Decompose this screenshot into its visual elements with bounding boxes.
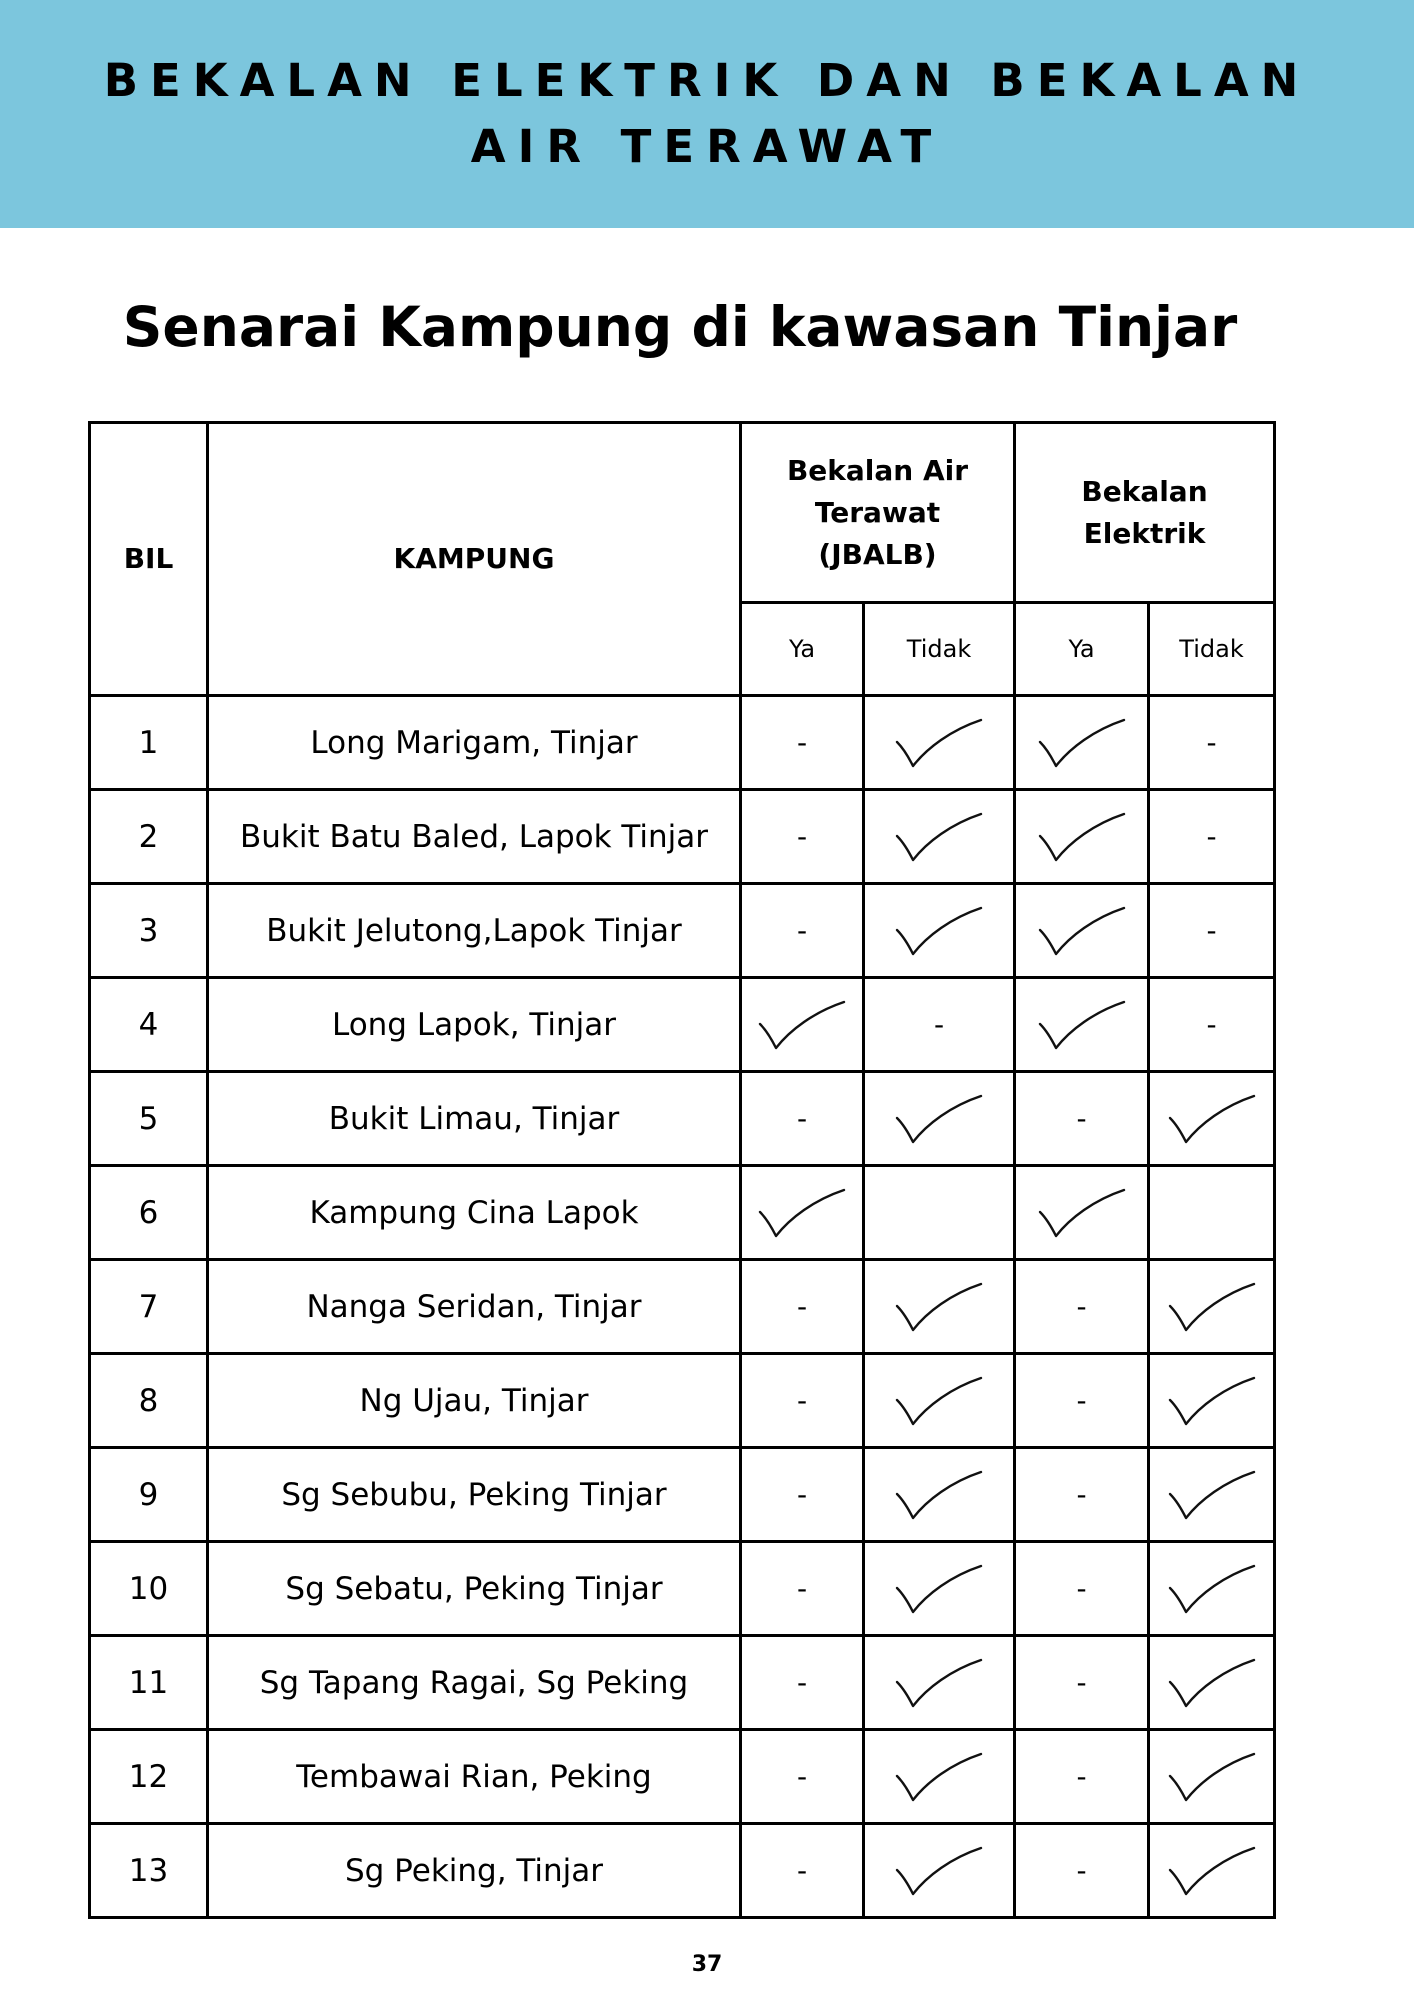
cell-elek-tidak: - <box>1149 978 1275 1072</box>
cell-elek-ya <box>1015 1166 1149 1260</box>
cell-air-tidak <box>864 884 1015 978</box>
table-row <box>90 1354 1275 1448</box>
cell-kampung: Bukit Limau, Tinjar <box>208 1072 741 1166</box>
header-bekalan-air <box>741 423 1015 603</box>
subheader-air-tidak: Tidak <box>864 603 1015 696</box>
subheader-elektrik-ya: Ya <box>1015 603 1149 696</box>
table-row <box>90 1730 1275 1824</box>
cell-elek-ya: - <box>1015 1636 1149 1730</box>
banner-title <box>40 48 1374 180</box>
cell-air-ya: - <box>741 1354 864 1448</box>
check-icon <box>1166 1278 1258 1336</box>
check-icon <box>1166 1560 1258 1618</box>
cell-air-tidak <box>864 1072 1015 1166</box>
village-table-body <box>90 696 1275 1918</box>
check-icon <box>1036 714 1128 772</box>
cell-kampung: Sg Tapang Ragai, Sg Peking <box>208 1636 741 1730</box>
cell-air-tidak <box>864 1636 1015 1730</box>
cell-elek-tidak <box>1149 1824 1275 1918</box>
header-bil: BIL <box>90 423 208 696</box>
subheader-air-ya: Ya <box>741 603 864 696</box>
cell-kampung: Long Marigam, Tinjar <box>208 696 741 790</box>
table-row <box>90 1072 1275 1166</box>
page-number: 37 <box>691 1952 723 1977</box>
cell-elek-tidak <box>1149 1260 1275 1354</box>
table-row <box>90 1166 1275 1260</box>
cell-air-tidak <box>864 790 1015 884</box>
cell-air-ya: - <box>741 884 864 978</box>
check-icon <box>1166 1090 1258 1148</box>
cell-elek-ya <box>1015 696 1149 790</box>
table-row <box>90 1824 1275 1918</box>
check-icon <box>1166 1466 1258 1524</box>
table-row <box>90 1636 1275 1730</box>
cell-bil: 4 <box>90 978 208 1072</box>
cell-kampung: Kampung Cina Lapok <box>208 1166 741 1260</box>
cell-elek-ya: - <box>1015 1542 1149 1636</box>
cell-kampung: Bukit Batu Baled, Lapok Tinjar <box>208 790 741 884</box>
cell-bil: 7 <box>90 1260 208 1354</box>
cell-elek-ya <box>1015 978 1149 1072</box>
check-icon <box>1166 1748 1258 1806</box>
cell-elek-tidak <box>1149 1636 1275 1730</box>
cell-elek-tidak: - <box>1149 884 1275 978</box>
subheader-elektrik-tidak: Tidak <box>1149 603 1275 696</box>
cell-bil: 6 <box>90 1166 208 1260</box>
table-row <box>90 696 1275 790</box>
cell-kampung: Tembawai Rian, Peking <box>208 1730 741 1824</box>
check-icon <box>893 1748 985 1806</box>
check-icon <box>1036 996 1128 1054</box>
header-bekalan-air-label: Bekalan Air Terawat (JBALB) <box>786 453 969 571</box>
cell-elek-tidak <box>1149 1448 1275 1542</box>
table-row <box>90 1448 1275 1542</box>
cell-elek-tidak: - <box>1149 696 1275 790</box>
check-icon <box>893 714 985 772</box>
cell-bil: 1 <box>90 696 208 790</box>
cell-kampung: Ng Ujau, Tinjar <box>208 1354 741 1448</box>
check-icon <box>893 1372 985 1430</box>
check-icon <box>893 808 985 866</box>
check-icon <box>893 1466 985 1524</box>
check-icon <box>1036 808 1128 866</box>
table-row <box>90 1260 1275 1354</box>
cell-elek-tidak <box>1149 1542 1275 1636</box>
cell-air-tidak <box>864 1730 1015 1824</box>
page-title: Senarai Kampung di kawasan Tinjar <box>122 295 1238 359</box>
cell-kampung: Sg Sebatu, Peking Tinjar <box>208 1542 741 1636</box>
cell-bil: 10 <box>90 1542 208 1636</box>
cell-air-ya <box>741 1166 864 1260</box>
cell-air-ya: - <box>741 790 864 884</box>
check-icon <box>1036 902 1128 960</box>
check-icon <box>1166 1654 1258 1712</box>
check-icon <box>756 996 848 1054</box>
cell-elek-ya: - <box>1015 1824 1149 1918</box>
cell-air-ya: - <box>741 1448 864 1542</box>
check-icon <box>1036 1184 1128 1242</box>
cell-bil: 5 <box>90 1072 208 1166</box>
cell-elek-ya <box>1015 790 1149 884</box>
cell-air-ya: - <box>741 1260 864 1354</box>
cell-elek-tidak: - <box>1149 790 1275 884</box>
cell-bil: 11 <box>90 1636 208 1730</box>
cell-air-ya: - <box>741 1824 864 1918</box>
cell-bil: 2 <box>90 790 208 884</box>
table-row <box>90 884 1275 978</box>
cell-air-tidak <box>864 696 1015 790</box>
header-bekalan-elektrik <box>1015 423 1275 603</box>
check-icon <box>1166 1842 1258 1900</box>
check-icon <box>893 1654 985 1712</box>
header-kampung: KAMPUNG <box>208 423 741 696</box>
cell-elek-ya <box>1015 884 1149 978</box>
cell-bil: 13 <box>90 1824 208 1918</box>
cell-air-ya: - <box>741 696 864 790</box>
banner-title-line1: BEKALAN ELEKTRIK DAN BEKALAN <box>103 54 1311 107</box>
cell-bil: 9 <box>90 1448 208 1542</box>
cell-elek-ya: - <box>1015 1354 1149 1448</box>
cell-air-ya: - <box>741 1542 864 1636</box>
cell-air-tidak: - <box>864 978 1015 1072</box>
cell-bil: 12 <box>90 1730 208 1824</box>
cell-air-ya: - <box>741 1072 864 1166</box>
check-icon <box>893 902 985 960</box>
banner-title-line2: AIR TERAWAT <box>470 120 944 173</box>
header-bekalan-elektrik-label: Bekalan Elektrik <box>1081 474 1208 550</box>
cell-elek-tidak <box>1149 1166 1275 1260</box>
cell-air-tidak <box>864 1166 1015 1260</box>
cell-air-tidak <box>864 1542 1015 1636</box>
check-icon <box>893 1842 985 1900</box>
cell-bil: 3 <box>90 884 208 978</box>
cell-air-ya: - <box>741 1730 864 1824</box>
cell-air-ya: - <box>741 1636 864 1730</box>
cell-kampung: Sg Peking, Tinjar <box>208 1824 741 1918</box>
cell-elek-ya: - <box>1015 1072 1149 1166</box>
table-row <box>90 790 1275 884</box>
cell-elek-tidak <box>1149 1354 1275 1448</box>
cell-kampung: Sg Sebubu, Peking Tinjar <box>208 1448 741 1542</box>
check-icon <box>893 1090 985 1148</box>
cell-elek-ya: - <box>1015 1730 1149 1824</box>
table-row <box>90 1542 1275 1636</box>
cell-kampung: Bukit Jelutong,Lapok Tinjar <box>208 884 741 978</box>
table-row <box>90 978 1275 1072</box>
cell-air-tidak <box>864 1824 1015 1918</box>
cell-air-tidak <box>864 1448 1015 1542</box>
cell-kampung: Long Lapok, Tinjar <box>208 978 741 1072</box>
cell-elek-ya: - <box>1015 1260 1149 1354</box>
cell-bil: 8 <box>90 1354 208 1448</box>
check-icon <box>1166 1372 1258 1430</box>
check-icon <box>893 1278 985 1336</box>
cell-air-tidak <box>864 1354 1015 1448</box>
cell-elek-tidak <box>1149 1730 1275 1824</box>
cell-air-tidak <box>864 1260 1015 1354</box>
check-icon <box>756 1184 848 1242</box>
header-banner <box>0 0 1414 228</box>
village-table <box>88 421 1276 1919</box>
cell-air-ya <box>741 978 864 1072</box>
cell-elek-ya: - <box>1015 1448 1149 1542</box>
cell-kampung: Nanga Seridan, Tinjar <box>208 1260 741 1354</box>
check-icon <box>893 1560 985 1618</box>
cell-elek-tidak <box>1149 1072 1275 1166</box>
